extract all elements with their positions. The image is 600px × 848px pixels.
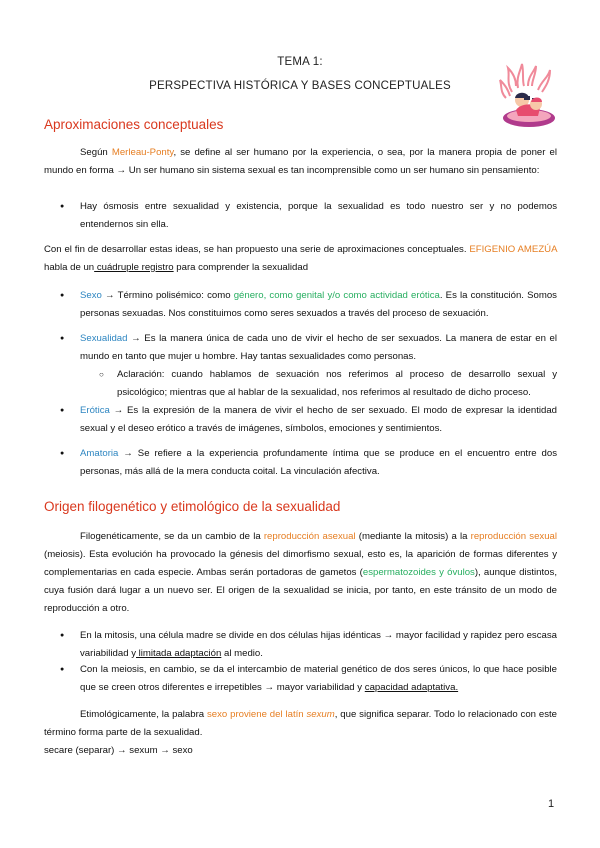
- bullet-amatoria: ● Amatoria → Se refiere a la experiencia profundamente íntima que se produce en el encuentro entre dos personas, más allá de la mera conducta coital. La vinculación afectiva.: [80, 445, 557, 481]
- section-heading-aproximaciones: Aproximaciones conceptuales: [44, 117, 224, 132]
- paragraph-merleau-ponty: Según Merleau-Ponty, se define al ser humano por la experiencia, o sea, por la manera propia de poner el mundo en forma → Un ser humano sin sistema sexual es tan incomprensible como un ser humano sin pensamiento:: [44, 147, 557, 176]
- author-amezua: EFIGENIO AMEZÚA: [469, 244, 557, 255]
- page-number: 1: [548, 798, 555, 810]
- paragraph-filogenetico: Filogenéticamente, se da un cambio de la reproducción asexual (mediante la mitosis) a la reproducción sexual (meiosis). Esta evolución ha provocado la génesis del dimorfismo sexual, esto es, la aparición de formas diferentes y complementarias en cada especie. Ambas serán portadoras de gametos (espermatozoides y óvulos), aunque distintos, cuya fusión dará lugar a un nuevo ser. El origen de la sexualidad se inicia, por tanto, en este tránsito de un modo de reproducción a otro.: [44, 531, 557, 614]
- author-merleau-ponty: Merleau-Ponty: [111, 147, 174, 158]
- section-heading-origen: Origen filogenético y etimológico de la sexualidad: [44, 499, 341, 514]
- term-sexo: Sexo: [80, 290, 102, 301]
- term-sexualidad: Sexualidad: [80, 333, 128, 344]
- etymology-line: secare (separar) → sexum → sexo: [44, 745, 193, 756]
- term-erotica: Erótica: [80, 405, 110, 416]
- hug-illustration-icon: [498, 62, 560, 130]
- paragraph-etimologico: Etimológicamente, la palabra sexo proviene del latín sexum, que significa separar. Todo lo relacionado con este término forma parte de la sexualidad.: [44, 709, 557, 738]
- bullet-sexo: ● Sexo → Término polisémico: como género, como genital y/o como actividad erótica. Es la constitución. Somos personas sexuadas. Nos constituimos como seres sexuados a través del proceso de sexuación.: [80, 287, 557, 323]
- doc-title-line1: TEMA 1:: [277, 56, 323, 68]
- term-amatoria: Amatoria: [80, 448, 119, 459]
- bullet-osmosis: ● Hay ósmosis entre sexualidad y existencia, porque la sexualidad es todo nuestro ser y no podemos entendernos sin ella.: [80, 198, 557, 234]
- bullet-mitosis: ● En la mitosis, una célula madre se divide en dos células hijas idénticas → mayor facilidad y rapidez pero escasa variabilidad y limitada adaptación al medio.: [80, 627, 557, 663]
- bullet-erotica: ● Erótica → Es la expresión de la manera de vivir el hecho de ser sexuado. El modo de expresar la identidad sexual y el deseo erótico a través de imágenes, símbolos, emociones y sentimientos.: [80, 402, 557, 438]
- doc-title-line2: PERSPECTIVA HISTÓRICA Y BASES CONCEPTUALES: [149, 80, 451, 92]
- paragraph-amezua: Con el fin de desarrollar estas ideas, se han propuesto una serie de aproximaciones conceptuales. EFIGENIO AMEZÚA habla de un cuádruple registro para comprender la sexualidad: [44, 244, 557, 273]
- bullet-sexualidad: ● Sexualidad → Es la manera única de cada uno de vivir el hecho de ser sexuados. La manera de estar en el mundo en tanto que mujer u hombre. Hay tantas sexualidades como personas.: [80, 330, 557, 366]
- sub-bullet-aclaracion: ○ Aclaración: cuando hablamos de sexuación nos referimos al proceso de desarrollo sexual y psicológico; mientras que al hablar de la sexualidad, nos referimos al resultado de dicho proceso.: [117, 366, 557, 402]
- bullet-meiosis: ● Con la meiosis, en cambio, se da el intercambio de material genético de dos seres únicos, lo que hace posible que se creen otros diferentes e irrepetibles → mayor variabilidad y capacidad adaptativa.: [80, 661, 557, 697]
- underlined-cuadruple-registro: cuádruple registro: [94, 262, 174, 273]
